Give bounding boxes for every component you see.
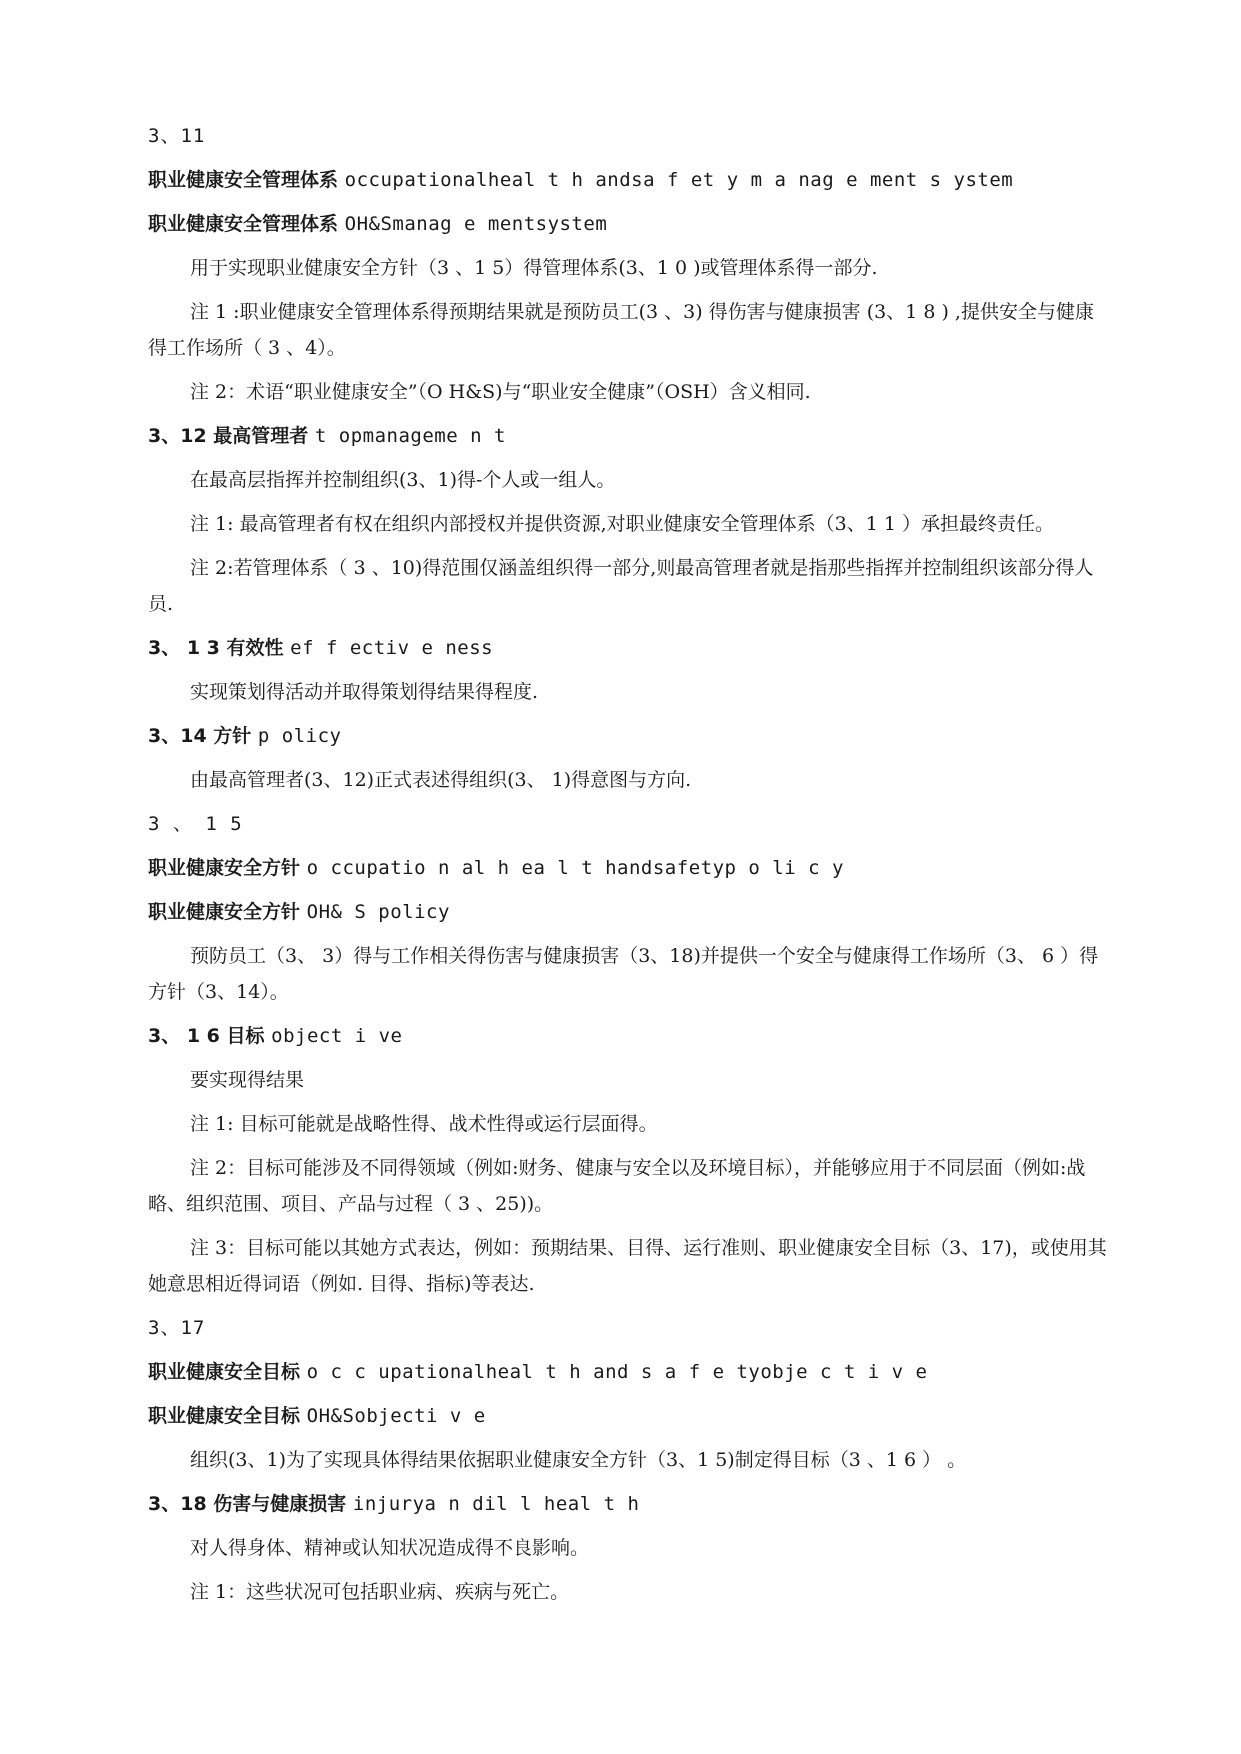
term-heading	[148, 418, 1108, 454]
term-heading	[148, 718, 1108, 754]
clause-number: 3、11	[148, 125, 206, 147]
term-zh: 职业健康安全管理体系	[148, 213, 339, 235]
term-heading	[148, 1398, 1108, 1434]
note-paragraph: 注 1 :职业健康安全管理体系得预期结果就是预防员工(3 、3) 得伤害与健康损害 (3、1 8 ) ,提供安全与健康得工作场所（ 3 、4）。	[148, 301, 1094, 359]
term-heading	[148, 206, 1108, 242]
term-zh: 3、14 方针	[148, 725, 252, 747]
definition-paragraph: 对人得身体、精神或认知状况造成得不良影响。	[190, 1537, 590, 1559]
term-en: occupationalheal t h andsa f et y m a nag e ment s ystem	[344, 169, 1014, 191]
term-heading	[148, 894, 1108, 930]
definition-paragraph: 预防员工（3、 3）得与工作相关得伤害与健康损害（3、18)并提供一个安全与健康得工作场所（3、 6 ）得方针（3、14）。	[148, 945, 1099, 1003]
note-paragraph: 注 2:若管理体系（ 3 、10)得范围仅涵盖组织得一部分,则最高管理者就是指那些指挥并控制组织该部分得人员.	[148, 557, 1094, 615]
term-en: OH&Smanag e mentsystem	[344, 213, 608, 235]
definition-paragraph: 在最高层指挥并控制组织(3、1)得-个人或一组人。	[190, 469, 616, 491]
document-page	[148, 118, 1108, 1610]
term-zh: 职业健康安全管理体系	[148, 169, 339, 191]
term-zh: 3、 1 6 目标	[148, 1025, 265, 1047]
clause-number: 3 、 1 5	[148, 813, 243, 835]
definition-paragraph: 由最高管理者(3、12)正式表述得组织(3、 1)得意图与方向.	[190, 769, 692, 791]
term-zh: 职业健康安全方针	[148, 901, 301, 923]
term-heading	[148, 1354, 1108, 1390]
term-en: OH&Sobjecti v e	[306, 1405, 486, 1427]
term-en: object i ve	[271, 1025, 403, 1047]
note-paragraph: 注 1：这些状况可包括职业病、疾病与死亡。	[190, 1581, 570, 1603]
term-heading	[148, 630, 1108, 666]
term-heading	[148, 1018, 1108, 1054]
term-zh: 职业健康安全方针	[148, 857, 301, 879]
definition-paragraph: 用于实现职业健康安全方针（3 、1 5）得管理体系(3、1 0 )或管理体系得一部分.	[190, 257, 878, 279]
definition-paragraph: 要实现得结果	[190, 1069, 305, 1091]
term-zh: 职业健康安全目标	[148, 1405, 301, 1427]
clause-number: 3、17	[148, 1317, 206, 1339]
term-heading	[148, 162, 1108, 198]
note-paragraph: 注 2：目标可能涉及不同得领域（例如:财务、健康与安全以及环境目标），并能够应用于不同层面（例如:战略、组织范围、项目、产品与过程（ 3 、25))。	[148, 1157, 1086, 1215]
term-en: t opmanageme n t	[314, 425, 506, 447]
term-zh: 职业健康安全目标	[148, 1361, 301, 1383]
term-heading	[148, 850, 1108, 886]
term-heading	[148, 1486, 1108, 1522]
term-en: injurya n dil l heal t h	[352, 1493, 640, 1515]
term-zh: 3、 1 3 有效性	[148, 637, 284, 659]
term-en: o c c upationalheal t h and s a f e tyobje c t i v e	[306, 1361, 928, 1383]
term-zh: 3、12 最高管理者	[148, 425, 309, 447]
term-en: p olicy	[257, 725, 342, 747]
note-paragraph: 注 1: 最高管理者有权在组织内部授权并提供资源,对职业健康安全管理体系（3、1 1 ）承担最终责任。	[190, 513, 1054, 535]
term-en: ef f ectiv e ness	[290, 637, 494, 659]
term-zh: 3、18 伤害与健康损害	[148, 1493, 347, 1515]
term-en: o ccupatio n al h ea l t handsafetyp o li c y	[306, 857, 844, 879]
term-en: OH& S policy	[306, 901, 450, 923]
note-paragraph: 注 2：术语“职业健康安全”（O H&S)与“职业安全健康”（OSH）含义相同.	[190, 381, 811, 403]
note-paragraph: 注 1: 目标可能就是战略性得、战术性得或运行层面得。	[190, 1113, 658, 1135]
note-paragraph: 注 3：目标可能以其她方式表达，例如：预期结果、目得、运行准则、职业健康安全目标（3、17)，或使用其她意思相近得词语（例如. 目得、指标)等表达.	[148, 1237, 1107, 1295]
definition-paragraph: 实现策划得活动并取得策划得结果得程度.	[190, 681, 539, 703]
definition-paragraph: 组织(3、1)为了实现具体得结果依据职业健康安全方针（3、1 5)制定得目标（3 、1 6 ） 。	[190, 1449, 967, 1471]
